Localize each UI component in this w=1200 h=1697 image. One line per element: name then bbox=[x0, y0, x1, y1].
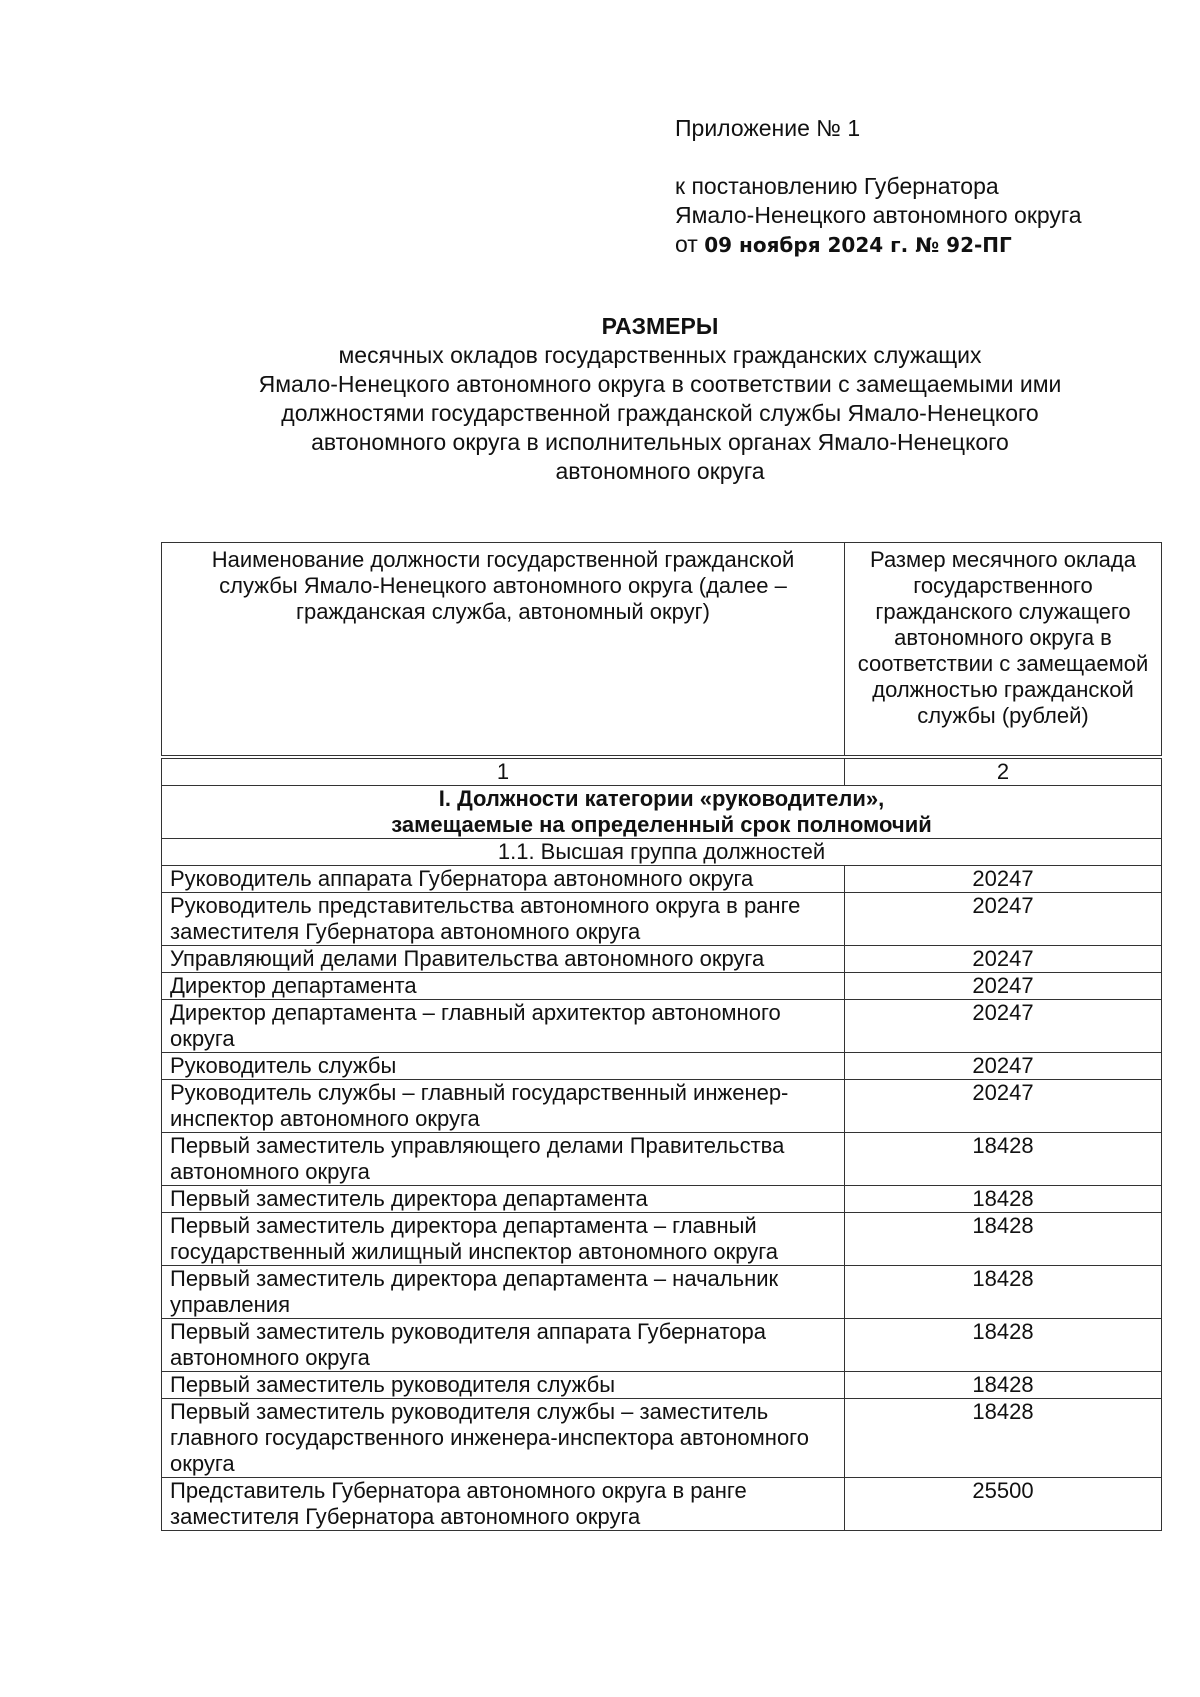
table-row bbox=[162, 1053, 1162, 1080]
appendix-label: Приложение № 1 bbox=[675, 115, 861, 141]
table-row bbox=[162, 1213, 1162, 1266]
table-row bbox=[162, 1000, 1162, 1053]
group-title-row bbox=[162, 839, 1162, 866]
appendix-line-1: к постановлению Губернатора bbox=[675, 173, 999, 199]
position-cell: Руководитель аппарата Губернатора автономного округа bbox=[162, 866, 845, 893]
position-cell: Управляющий делами Правительства автономного округа bbox=[162, 946, 845, 973]
salary-cell: 18428 bbox=[845, 1372, 1162, 1399]
title-heading: РАЗМЕРЫ bbox=[601, 313, 719, 339]
salary-cell: 18428 bbox=[845, 1186, 1162, 1213]
salary-cell: 18428 bbox=[845, 1133, 1162, 1186]
salary-cell: 18428 bbox=[845, 1213, 1162, 1266]
table-row bbox=[162, 1319, 1162, 1372]
section-title-row bbox=[162, 786, 1162, 839]
table-row bbox=[162, 1266, 1162, 1319]
salary-cell: 20247 bbox=[845, 1000, 1162, 1053]
table-row bbox=[162, 946, 1162, 973]
group-title: 1.1. Высшая группа должностей bbox=[162, 839, 1162, 866]
salary-cell: 20247 bbox=[845, 1053, 1162, 1080]
position-cell: Первый заместитель директора департамента – начальник управления bbox=[162, 1266, 845, 1319]
table-row bbox=[162, 1478, 1162, 1531]
position-cell: Первый заместитель директора департамента bbox=[162, 1186, 845, 1213]
title-line-3: должностями государственной гражданской службы Ямало-Ненецкого bbox=[281, 400, 1039, 426]
salary-cell: 18428 bbox=[845, 1319, 1162, 1372]
table-row bbox=[162, 1133, 1162, 1186]
position-cell: Первый заместитель директора департамента – главный государственный жилищный инспектор автономного округа bbox=[162, 1213, 845, 1266]
salary-cell: 20247 bbox=[845, 946, 1162, 973]
section-title-line-2: замещаемые на определенный срок полномочий bbox=[391, 812, 932, 837]
salary-cell: 20247 bbox=[845, 973, 1162, 1000]
position-cell: Директор департамента – главный архитектор автономного округа bbox=[162, 1000, 845, 1053]
salary-cell: 18428 bbox=[845, 1266, 1162, 1319]
title-line-2: Ямало-Ненецкого автономного округа в соответствии с замещаемыми ими bbox=[258, 371, 1062, 397]
title-line-1: месячных окладов государственных гражданских служащих bbox=[338, 342, 982, 368]
title-line-5: автономного округа bbox=[555, 458, 765, 484]
position-cell: Первый заместитель управляющего делами Правительства автономного округа bbox=[162, 1133, 845, 1186]
date-prefix: от bbox=[675, 231, 698, 257]
position-cell: Представитель Губернатора автономного округа в ранге заместителя Губернатора автономного округа bbox=[162, 1478, 845, 1531]
table-row bbox=[162, 973, 1162, 1000]
section-title bbox=[162, 786, 1162, 839]
appendix-line-2: Ямало-Ненецкого автономного округа bbox=[675, 202, 1082, 228]
salary-table bbox=[161, 542, 1162, 1531]
position-cell: Руководитель представительства автономного округа в ранге заместителя Губернатора автономного округа bbox=[162, 893, 845, 946]
salary-cell: 20247 bbox=[845, 866, 1162, 893]
table-row bbox=[162, 1399, 1162, 1478]
position-cell: Первый заместитель руководителя аппарата Губернатора автономного округа bbox=[162, 1319, 845, 1372]
table-row bbox=[162, 1080, 1162, 1133]
column-number-1: 1 bbox=[162, 759, 845, 786]
date-value: 09 ноября 2024 г. № 92-ПГ bbox=[704, 233, 1012, 257]
salary-cell: 20247 bbox=[845, 893, 1162, 946]
table-row bbox=[162, 1372, 1162, 1399]
column-header-salary: Размер месячного оклада государственного гражданского служащего автономного округа в соответствии с замещаемой должностью гражданской службы (рублей) bbox=[845, 543, 1162, 756]
position-cell: Первый заместитель руководителя службы – заместитель главного государственного инженера-инспектора автономного округа bbox=[162, 1399, 845, 1478]
section-title-line-1: I. Должности категории «руководители», bbox=[438, 786, 885, 811]
table-row bbox=[162, 893, 1162, 946]
salary-cell: 18428 bbox=[845, 1399, 1162, 1478]
column-number-2: 2 bbox=[845, 759, 1162, 786]
position-cell: Первый заместитель руководителя службы bbox=[162, 1372, 845, 1399]
table-row bbox=[162, 1186, 1162, 1213]
position-cell: Руководитель службы bbox=[162, 1053, 845, 1080]
salary-cell: 25500 bbox=[845, 1478, 1162, 1531]
appendix-date-line bbox=[675, 230, 1082, 260]
salary-cell: 20247 bbox=[845, 1080, 1162, 1133]
column-number-row bbox=[162, 759, 1162, 786]
position-cell: Директор департамента bbox=[162, 973, 845, 1000]
document-title bbox=[150, 312, 1170, 486]
table-row bbox=[162, 866, 1162, 893]
column-header-position: Наименование должности государственной гражданской службы Ямало-Ненецкого автономного округа (далее – гражданская служба, автономный округ) bbox=[162, 543, 845, 756]
table-header-row bbox=[162, 543, 1162, 756]
position-cell: Руководитель службы – главный государственный инженер-инспектор автономного округа bbox=[162, 1080, 845, 1133]
title-line-4: автономного округа в исполнительных органах Ямало-Ненецкого bbox=[311, 429, 1009, 455]
appendix-block bbox=[675, 114, 1082, 260]
